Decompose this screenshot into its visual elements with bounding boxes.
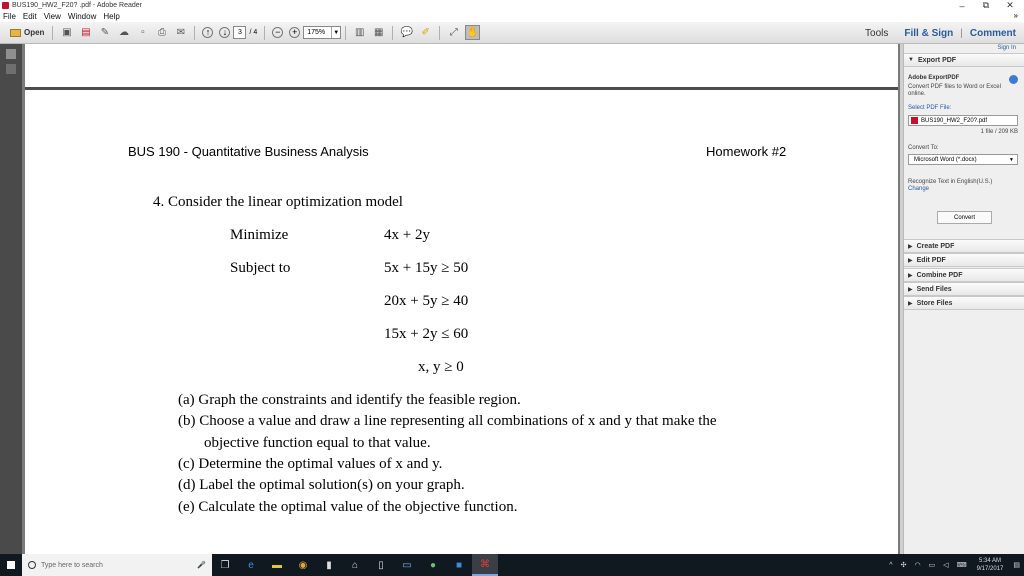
start-button[interactable] (0, 554, 22, 576)
menu-edit[interactable]: Edit (22, 12, 37, 21)
page-separator (25, 87, 898, 90)
convert-description: Convert PDF files to Word or Excel online. (908, 84, 1001, 97)
battery-icon[interactable]: ▭ (928, 562, 936, 569)
convert-format-select[interactable] (908, 154, 1018, 165)
recognize-text-label: Recognize Text in English(U.S.) (908, 179, 993, 185)
hand-tool-icon[interactable]: ✋ (466, 27, 479, 38)
document-viewer[interactable] (22, 44, 900, 554)
convert-to-label: Convert To: (908, 145, 939, 151)
export-pdf-section[interactable] (904, 53, 1024, 67)
network-icon[interactable]: ✣ (900, 562, 907, 569)
toolbar-separator (439, 26, 440, 40)
menu-file[interactable]: File (3, 12, 16, 21)
combine-pdf-label: Combine PDF (916, 271, 963, 279)
print-icon[interactable]: ⎙ (157, 27, 166, 38)
previous-page-icon[interactable]: ↑ (202, 27, 213, 38)
question-text: 4. Consider the linear optimization model (153, 194, 403, 210)
adobe-exportpdf-title: Adobe ExportPDF (908, 75, 960, 81)
triangle-right-icon: ▶ (908, 300, 913, 307)
page-thumbnails-icon[interactable] (6, 49, 16, 59)
wifi-icon[interactable]: ◠ (914, 562, 921, 569)
navigation-pane (0, 44, 22, 554)
attachments-icon[interactable] (6, 64, 16, 74)
show-hidden-icons-icon[interactable]: ^ (889, 561, 893, 569)
edit-icon[interactable]: ✎ (100, 27, 110, 38)
send-files-section[interactable] (904, 282, 1024, 296)
home-icon[interactable]: ⌂ (351, 559, 359, 571)
combine-pdf-section[interactable] (904, 268, 1024, 282)
triangle-right-icon: ▶ (908, 243, 913, 250)
save-icon[interactable]: ▫ (141, 27, 145, 38)
folder-icon (10, 29, 21, 37)
convert-button[interactable]: Convert (937, 211, 992, 224)
zoom-select[interactable] (303, 26, 341, 39)
cloud-upload-icon[interactable]: ☁ (118, 27, 129, 38)
menu-help[interactable]: Help (103, 12, 120, 21)
windows-taskbar (0, 554, 1024, 576)
change-link[interactable]: Change (908, 186, 930, 192)
expand-menu-button[interactable]: » (1013, 11, 1018, 20)
refresh-icon[interactable] (1009, 75, 1018, 84)
fit-width-icon[interactable]: ▦ (374, 27, 384, 38)
sign-in-link[interactable]: Sign In (997, 45, 1016, 51)
tools-tab[interactable]: Tools (865, 27, 889, 39)
full-screen-icon[interactable]: ⤢ (449, 27, 458, 38)
header-course: BUS 190 - Quantitative Business Analysis (128, 144, 369, 159)
pdf-page (25, 44, 898, 554)
volume-icon[interactable]: ◁ (943, 562, 949, 569)
toolbar-separator (392, 26, 393, 40)
windows-icon (7, 561, 15, 569)
constraint-4: x, y ≥ 0 (418, 359, 464, 375)
constraint-1: 5x + 15y ≥ 50 (384, 260, 469, 276)
zoom-value: 175% (307, 29, 326, 36)
create-pdf-section[interactable] (904, 239, 1024, 253)
adobe-reader-taskbar-icon[interactable]: ⌘ (472, 554, 498, 576)
comment-tab[interactable]: Comment (969, 27, 1016, 39)
adobe-reader-icon (2, 2, 9, 9)
page-count: / 4 (249, 29, 258, 36)
selected-file-field[interactable] (908, 115, 1018, 126)
minimize-button[interactable]: – (959, 0, 965, 11)
triangle-right-icon: ▶ (908, 257, 913, 264)
fit-page-icon[interactable]: ▥ (355, 27, 365, 38)
chrome-icon[interactable]: ◉ (298, 559, 308, 571)
microphone-icon[interactable]: 🎤 (197, 562, 206, 569)
page-top-margin (25, 44, 898, 87)
subject-to-label: Subject to (230, 260, 291, 276)
tab-divider: | (960, 27, 963, 39)
open-label: Open (24, 28, 45, 37)
chevron-down-icon: ▼ (1009, 156, 1014, 163)
open-button[interactable] (6, 25, 48, 41)
restore-button[interactable]: ⧉ (982, 0, 990, 10)
menu-bar (0, 11, 1024, 22)
computer-icon[interactable]: ▭ (402, 559, 412, 571)
clock[interactable] (977, 557, 1004, 573)
taskbar-search[interactable] (22, 554, 212, 576)
toolbar-separator (345, 26, 346, 40)
pdf-icon[interactable]: ▤ (81, 27, 91, 38)
app-circle-icon[interactable]: ● (429, 559, 437, 571)
chevron-down-icon: ▼ (331, 27, 340, 38)
create-pdf-icon[interactable]: ▣ (62, 27, 72, 38)
triangle-right-icon: ▶ (908, 272, 913, 279)
next-page-icon[interactable]: ↓ (219, 27, 230, 38)
part-b: (b) Choose a value and draw a line representing all combinations of x and y that make the (178, 413, 717, 429)
edge-icon[interactable]: e (248, 559, 254, 571)
triangle-down-icon: ▼ (908, 57, 914, 63)
notifications-icon[interactable]: ▤ (1013, 562, 1020, 569)
clock-time: 5:34 AM (979, 558, 1002, 564)
toolbar-right (865, 22, 1024, 44)
part-b-continued: objective function equal to that value. (204, 435, 431, 451)
file-explorer-icon[interactable]: ▬ (272, 559, 282, 571)
objective-function: 4x + 2y (384, 227, 430, 243)
store-files-label: Store Files (916, 299, 953, 307)
triangle-right-icon: ▶ (908, 286, 913, 293)
highlight-icon[interactable]: ✐ (421, 27, 430, 38)
convert-format-value: Microsoft Word (*.docx) (914, 156, 977, 163)
app-square-icon[interactable]: ■ (455, 559, 463, 571)
store-icon[interactable]: ▮ (326, 559, 332, 571)
edit-pdf-label: Edit PDF (916, 256, 946, 264)
task-view-icon[interactable]: ❐ (220, 559, 230, 571)
title-bar (0, 0, 1024, 11)
menu-window[interactable]: Window (67, 12, 97, 21)
fill-sign-tab[interactable]: Fill & Sign (904, 27, 954, 39)
toolbar-separator (264, 26, 265, 40)
comment-bubble-icon[interactable]: 💬 (400, 27, 413, 38)
create-pdf-label: Create PDF (916, 242, 955, 250)
toolbar-separator (194, 26, 195, 40)
page-number-input[interactable]: 3 (233, 26, 246, 39)
clock-date: 9/17/2017 (976, 566, 1004, 572)
menu-view[interactable]: View (43, 12, 61, 21)
constraint-3: 15x + 2y ≤ 60 (384, 326, 469, 342)
export-pdf-label: Export PDF (917, 56, 957, 64)
part-c: (c) Determine the optimal values of x and y. (178, 456, 443, 472)
email-icon[interactable]: ✉ (176, 27, 186, 38)
selected-file-name: BUS190_HW2_F20?.pdf (921, 117, 988, 124)
tools-panel (903, 44, 1024, 554)
part-e: (e) Calculate the optimal value of the objective function. (178, 499, 518, 515)
system-tray (885, 554, 1024, 576)
toolbar (0, 22, 1024, 44)
edit-pdf-section[interactable] (904, 253, 1024, 267)
zoom-out-icon[interactable]: − (272, 27, 283, 38)
minimize-label: Minimize (230, 227, 289, 243)
pdf-file-icon (911, 117, 918, 124)
document-icon[interactable]: ▯ (378, 559, 384, 571)
part-a: (a) Graph the constraints and identify the feasible region. (178, 392, 521, 408)
select-pdf-label: Select PDF File: (908, 105, 952, 111)
window-title: BUS190_HW2_F20? .pdf - Adobe Reader (12, 2, 142, 9)
search-icon (28, 561, 36, 569)
keyboard-icon[interactable]: ⌨ (956, 562, 967, 569)
file-count: 1 file / 209 KB (980, 129, 1018, 135)
store-files-section[interactable] (904, 296, 1024, 310)
constraint-2: 20x + 5y ≥ 40 (384, 293, 469, 309)
send-files-label: Send Files (916, 285, 952, 293)
toolbar-separator (52, 26, 53, 40)
close-button[interactable]: ✕ (1006, 0, 1014, 10)
part-d: (d) Label the optimal solution(s) on your graph. (178, 477, 465, 493)
search-placeholder: Type here to search (41, 561, 103, 569)
zoom-in-icon[interactable]: + (289, 27, 300, 38)
header-homework: Homework #2 (706, 144, 787, 159)
